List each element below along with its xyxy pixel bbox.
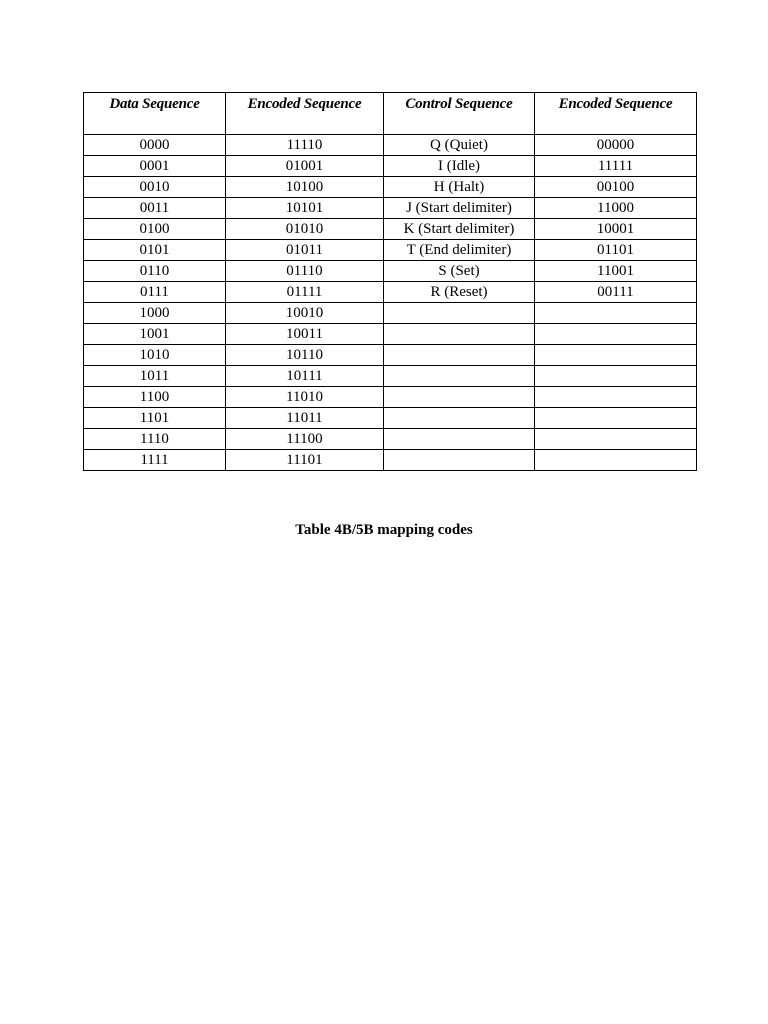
control-sequence-cell: H (Halt) xyxy=(384,177,535,198)
mapping-table-container xyxy=(83,92,697,471)
data-encoded-cell: 01010 xyxy=(226,219,384,240)
table-row xyxy=(84,345,697,366)
data-encoded-cell: 11110 xyxy=(226,135,384,156)
table-row xyxy=(84,408,697,429)
control-encoded-cell: 00100 xyxy=(535,177,697,198)
control-encoded-cell xyxy=(535,450,697,471)
data-encoded-cell: 10111 xyxy=(226,366,384,387)
data-sequence-cell: 0101 xyxy=(84,240,226,261)
control-sequence-cell xyxy=(384,303,535,324)
control-encoded-cell: 01101 xyxy=(535,240,697,261)
data-encoded-cell: 01011 xyxy=(226,240,384,261)
control-encoded-cell: 11111 xyxy=(535,156,697,177)
table-row xyxy=(84,429,697,450)
data-encoded-cell: 11100 xyxy=(226,429,384,450)
data-sequence-cell: 0100 xyxy=(84,219,226,240)
control-sequence-cell: R (Reset) xyxy=(384,282,535,303)
table-row xyxy=(84,240,697,261)
data-sequence-cell: 1010 xyxy=(84,345,226,366)
table-caption: Table 4B/5B mapping codes xyxy=(295,522,473,538)
data-sequence-cell: 1101 xyxy=(84,408,226,429)
table-header-row xyxy=(84,93,697,135)
data-encoded-cell: 10101 xyxy=(226,198,384,219)
control-encoded-cell: 00111 xyxy=(535,282,697,303)
data-sequence-cell: 1000 xyxy=(84,303,226,324)
data-encoded-cell: 01110 xyxy=(226,261,384,282)
control-encoded-cell xyxy=(535,408,697,429)
control-sequence-cell xyxy=(384,387,535,408)
data-sequence-cell: 0000 xyxy=(84,135,226,156)
control-sequence-cell: T (End delimiter) xyxy=(384,240,535,261)
data-encoded-cell: 10010 xyxy=(226,303,384,324)
control-sequence-cell xyxy=(384,450,535,471)
control-sequence-cell: I (Idle) xyxy=(384,156,535,177)
data-sequence-cell: 0001 xyxy=(84,156,226,177)
control-encoded-cell xyxy=(535,429,697,450)
data-sequence-cell: 1111 xyxy=(84,450,226,471)
data-sequence-cell: 0110 xyxy=(84,261,226,282)
data-sequence-cell: 1100 xyxy=(84,387,226,408)
data-encoded-cell: 10100 xyxy=(226,177,384,198)
table-row xyxy=(84,156,697,177)
control-encoded-cell xyxy=(535,303,697,324)
control-encoded-cell xyxy=(535,324,697,345)
table-row xyxy=(84,450,697,471)
table-row xyxy=(84,177,697,198)
data-encoded-cell: 11101 xyxy=(226,450,384,471)
data-encoded-cell: 11011 xyxy=(226,408,384,429)
header-control-sequence: Control Sequence xyxy=(384,93,535,135)
data-encoded-cell: 11010 xyxy=(226,387,384,408)
table-row xyxy=(84,387,697,408)
control-sequence-cell xyxy=(384,345,535,366)
control-encoded-cell: 11001 xyxy=(535,261,697,282)
table-row xyxy=(84,219,697,240)
control-sequence-cell xyxy=(384,324,535,345)
header-control-encoded-sequence: Encoded Sequence xyxy=(535,93,697,135)
table-row xyxy=(84,366,697,387)
table-row xyxy=(84,324,697,345)
data-encoded-cell: 01001 xyxy=(226,156,384,177)
control-encoded-cell: 10001 xyxy=(535,219,697,240)
control-sequence-cell xyxy=(384,429,535,450)
data-sequence-cell: 1001 xyxy=(84,324,226,345)
mapping-table xyxy=(83,92,697,471)
table-row xyxy=(84,135,697,156)
header-data-sequence: Data Sequence xyxy=(84,93,226,135)
data-sequence-cell: 0010 xyxy=(84,177,226,198)
table-body xyxy=(84,135,697,471)
control-encoded-cell xyxy=(535,345,697,366)
data-sequence-cell: 1011 xyxy=(84,366,226,387)
control-encoded-cell xyxy=(535,387,697,408)
data-encoded-cell: 10110 xyxy=(226,345,384,366)
data-encoded-cell: 01111 xyxy=(226,282,384,303)
control-encoded-cell xyxy=(535,366,697,387)
table-row xyxy=(84,282,697,303)
header-encoded-sequence: Encoded Sequence xyxy=(226,93,384,135)
control-sequence-cell: K (Start delimiter) xyxy=(384,219,535,240)
control-encoded-cell: 00000 xyxy=(535,135,697,156)
table-row xyxy=(84,303,697,324)
table-row xyxy=(84,198,697,219)
table-row xyxy=(84,261,697,282)
control-sequence-cell xyxy=(384,408,535,429)
control-encoded-cell: 11000 xyxy=(535,198,697,219)
control-sequence-cell: Q (Quiet) xyxy=(384,135,535,156)
data-sequence-cell: 0111 xyxy=(84,282,226,303)
data-sequence-cell: 0011 xyxy=(84,198,226,219)
control-sequence-cell: S (Set) xyxy=(384,261,535,282)
data-sequence-cell: 1110 xyxy=(84,429,226,450)
data-encoded-cell: 10011 xyxy=(226,324,384,345)
control-sequence-cell: J (Start delimiter) xyxy=(384,198,535,219)
control-sequence-cell xyxy=(384,366,535,387)
